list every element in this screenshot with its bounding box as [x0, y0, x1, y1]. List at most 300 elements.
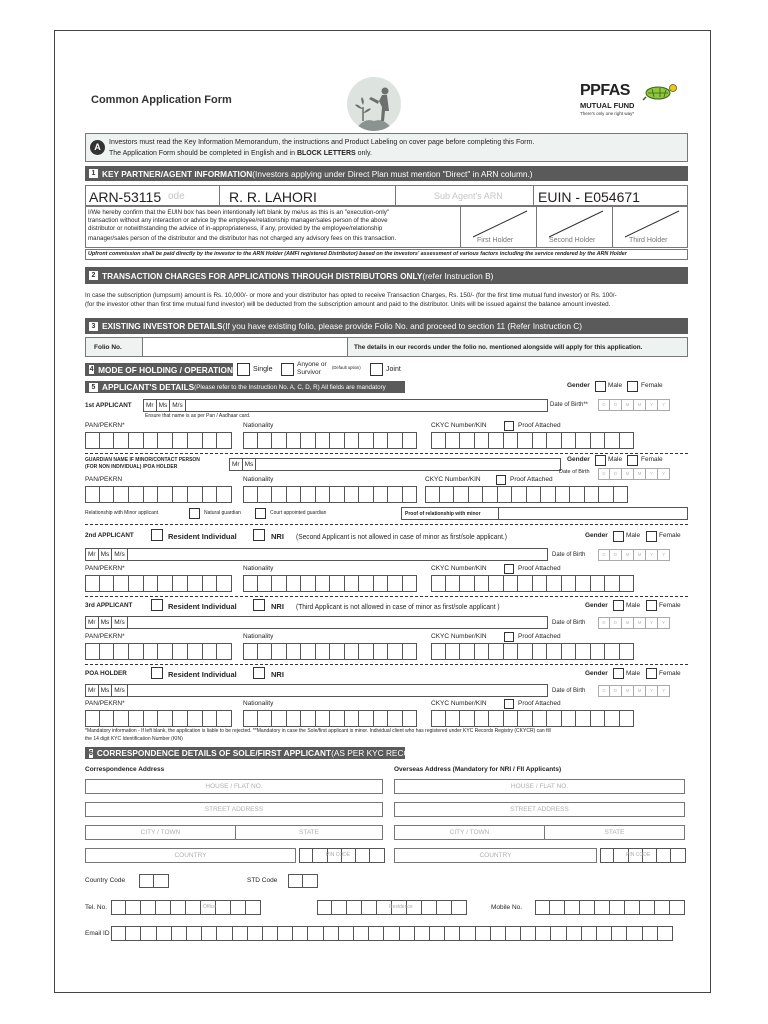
- guardian-title[interactable]: Mr Ms: [229, 458, 256, 471]
- char-box[interactable]: [374, 486, 389, 503]
- char-box[interactable]: [288, 874, 303, 888]
- char-box[interactable]: [403, 575, 418, 592]
- agent-name-field[interactable]: [220, 185, 396, 206]
- char-box[interactable]: [188, 432, 203, 449]
- char-box[interactable]: [518, 575, 533, 592]
- char-box[interactable]: [293, 926, 308, 941]
- ckyc-boxes-2[interactable]: [425, 486, 628, 503]
- char-box[interactable]: [263, 926, 278, 941]
- char-box[interactable]: [547, 575, 562, 592]
- char-box[interactable]: [203, 710, 218, 727]
- char-box[interactable]: [126, 900, 141, 915]
- char-box[interactable]: [287, 643, 302, 660]
- dob-boxes-2[interactable]: D D M M Y Y: [598, 468, 670, 480]
- street-address-field[interactable]: STREET ADDRESS: [85, 802, 383, 817]
- char-box[interactable]: [126, 926, 141, 941]
- poa-holder-title[interactable]: Mr Ms M/s: [85, 684, 128, 697]
- arn-code-field[interactable]: [85, 185, 220, 206]
- char-box[interactable]: [287, 575, 302, 592]
- char-box[interactable]: [100, 575, 115, 592]
- char-box[interactable]: [599, 486, 614, 503]
- nationality-boxes-2[interactable]: [243, 486, 417, 503]
- char-box[interactable]: [388, 710, 403, 727]
- char-box[interactable]: [469, 486, 484, 503]
- char-box[interactable]: [504, 710, 519, 727]
- char-box[interactable]: [144, 710, 159, 727]
- char-box[interactable]: [585, 486, 600, 503]
- char-box[interactable]: [111, 926, 126, 941]
- char-box[interactable]: [570, 486, 585, 503]
- char-box[interactable]: [316, 486, 331, 503]
- char-box[interactable]: [258, 432, 273, 449]
- second-applicant-name-field[interactable]: [85, 548, 548, 561]
- char-box[interactable]: [100, 432, 115, 449]
- char-box[interactable]: [203, 486, 218, 503]
- char-box[interactable]: [287, 710, 302, 727]
- char-box[interactable]: [518, 710, 533, 727]
- char-box[interactable]: [203, 575, 218, 592]
- proof-attached-checkbox-3[interactable]: [504, 564, 514, 574]
- pan-boxes-5[interactable]: [85, 710, 232, 727]
- char-box[interactable]: [547, 643, 562, 660]
- resident-checkbox-poa[interactable]: [151, 667, 163, 679]
- char-box[interactable]: [512, 486, 527, 503]
- gender-female-checkbox-3[interactable]: [646, 531, 657, 542]
- char-box[interactable]: [550, 900, 565, 915]
- char-box[interactable]: [431, 643, 446, 660]
- char-box[interactable]: [498, 486, 513, 503]
- char-box[interactable]: [655, 900, 670, 915]
- char-box[interactable]: [186, 900, 201, 915]
- char-box[interactable]: [576, 710, 591, 727]
- char-box[interactable]: [403, 710, 418, 727]
- gender-male-checkbox-4[interactable]: [613, 600, 624, 611]
- char-box[interactable]: [347, 900, 362, 915]
- char-box[interactable]: [316, 710, 331, 727]
- char-box[interactable]: [158, 710, 173, 727]
- ckyc-boxes-1[interactable]: [431, 432, 634, 449]
- char-box[interactable]: [403, 432, 418, 449]
- char-box[interactable]: [316, 575, 331, 592]
- char-box[interactable]: [431, 432, 446, 449]
- char-box[interactable]: [330, 432, 345, 449]
- gender-male-checkbox-2[interactable]: [595, 455, 606, 466]
- char-box[interactable]: [156, 900, 171, 915]
- char-box[interactable]: [460, 710, 475, 727]
- char-box[interactable]: [671, 848, 685, 863]
- char-box[interactable]: [243, 486, 258, 503]
- char-box[interactable]: [158, 486, 173, 503]
- char-box[interactable]: [556, 486, 571, 503]
- char-box[interactable]: [627, 926, 642, 941]
- ckyc-boxes-5[interactable]: [431, 710, 634, 727]
- overseas-street-address-field[interactable]: STREET ADDRESS: [394, 802, 685, 817]
- char-box[interactable]: [460, 643, 475, 660]
- char-box[interactable]: [374, 643, 389, 660]
- char-box[interactable]: [541, 486, 556, 503]
- pan-boxes-3[interactable]: [85, 575, 232, 592]
- char-box[interactable]: [129, 486, 144, 503]
- char-box[interactable]: [187, 926, 202, 941]
- char-box[interactable]: [430, 926, 445, 941]
- char-box[interactable]: [158, 432, 173, 449]
- char-box[interactable]: [85, 643, 100, 660]
- char-box[interactable]: [301, 575, 316, 592]
- char-box[interactable]: [217, 710, 232, 727]
- char-box[interactable]: [567, 926, 582, 941]
- char-box[interactable]: [217, 643, 232, 660]
- first-holder-signature[interactable]: [460, 207, 536, 247]
- char-box[interactable]: [188, 575, 203, 592]
- char-box[interactable]: [489, 432, 504, 449]
- char-box[interactable]: [231, 900, 246, 915]
- char-box[interactable]: [129, 432, 144, 449]
- char-box[interactable]: [85, 710, 100, 727]
- char-box[interactable]: [400, 926, 415, 941]
- city-town-field[interactable]: CITY / TOWN: [85, 825, 236, 840]
- anyone-survivor-checkbox[interactable]: [281, 363, 294, 376]
- char-box[interactable]: [437, 900, 452, 915]
- char-box[interactable]: [580, 900, 595, 915]
- char-box[interactable]: [173, 486, 188, 503]
- char-box[interactable]: [139, 874, 154, 888]
- char-box[interactable]: [359, 432, 374, 449]
- char-box[interactable]: [460, 432, 475, 449]
- char-box[interactable]: [85, 432, 100, 449]
- char-box[interactable]: [440, 486, 455, 503]
- char-box[interactable]: [643, 926, 658, 941]
- country-field[interactable]: COUNTRY: [85, 848, 296, 863]
- char-box[interactable]: [369, 926, 384, 941]
- char-box[interactable]: [591, 643, 606, 660]
- char-box[interactable]: [384, 926, 399, 941]
- char-box[interactable]: [278, 926, 293, 941]
- char-box[interactable]: [217, 432, 232, 449]
- third-holder-signature[interactable]: [612, 207, 688, 247]
- char-box[interactable]: [157, 926, 172, 941]
- dob-boxes-3[interactable]: D D M M Y Y: [598, 549, 670, 561]
- char-box[interactable]: [339, 926, 354, 941]
- proof-attached-checkbox-1[interactable]: [504, 421, 514, 431]
- country-code-boxes[interactable]: [139, 874, 169, 888]
- char-box[interactable]: [446, 710, 461, 727]
- char-box[interactable]: [144, 432, 159, 449]
- folio-input[interactable]: [142, 338, 348, 356]
- char-box[interactable]: [345, 643, 360, 660]
- char-box[interactable]: [533, 575, 548, 592]
- char-box[interactable]: [504, 643, 519, 660]
- char-box[interactable]: [129, 575, 144, 592]
- char-box[interactable]: [345, 710, 360, 727]
- char-box[interactable]: [460, 926, 475, 941]
- char-box[interactable]: [475, 710, 490, 727]
- char-box[interactable]: [301, 710, 316, 727]
- char-box[interactable]: [640, 900, 655, 915]
- char-box[interactable]: [345, 575, 360, 592]
- char-box[interactable]: [374, 432, 389, 449]
- char-box[interactable]: [483, 486, 498, 503]
- dob-boxes-1[interactable]: D D M M Y Y: [598, 399, 670, 411]
- resident-checkbox-3[interactable]: [151, 599, 163, 611]
- char-box[interactable]: [173, 643, 188, 660]
- char-box[interactable]: [625, 900, 640, 915]
- char-box[interactable]: [345, 486, 360, 503]
- char-box[interactable]: [171, 900, 186, 915]
- char-box[interactable]: [452, 900, 467, 915]
- char-box[interactable]: [403, 643, 418, 660]
- first-applicant-name-field[interactable]: [143, 399, 548, 412]
- third-applicant-name-field[interactable]: [85, 616, 548, 629]
- dob-boxes-4[interactable]: D D M M Y Y: [598, 617, 670, 629]
- char-box[interactable]: [114, 710, 129, 727]
- gender-female-checkbox-5[interactable]: [646, 668, 657, 679]
- gender-male-checkbox-3[interactable]: [613, 531, 624, 542]
- char-box[interactable]: [620, 643, 635, 660]
- char-box[interactable]: [85, 575, 100, 592]
- mobile-no-boxes[interactable]: [535, 900, 685, 915]
- char-box[interactable]: [518, 432, 533, 449]
- char-box[interactable]: [431, 575, 446, 592]
- char-box[interactable]: [233, 926, 248, 941]
- second-applicant-title[interactable]: Mr Ms M/s: [85, 548, 128, 561]
- char-box[interactable]: [670, 900, 685, 915]
- char-box[interactable]: [129, 710, 144, 727]
- char-box[interactable]: [301, 643, 316, 660]
- char-box[interactable]: [518, 643, 533, 660]
- char-box[interactable]: [605, 575, 620, 592]
- char-box[interactable]: [533, 643, 548, 660]
- court-guardian-checkbox[interactable]: [255, 508, 266, 519]
- char-box[interactable]: [562, 710, 577, 727]
- char-box[interactable]: [489, 643, 504, 660]
- char-box[interactable]: [504, 575, 519, 592]
- char-box[interactable]: [620, 575, 635, 592]
- char-box[interactable]: [620, 432, 635, 449]
- char-box[interactable]: [188, 643, 203, 660]
- char-box[interactable]: [330, 575, 345, 592]
- char-box[interactable]: [359, 710, 374, 727]
- char-box[interactable]: [100, 710, 115, 727]
- char-box[interactable]: [129, 643, 144, 660]
- char-box[interactable]: [388, 643, 403, 660]
- char-box[interactable]: [301, 432, 316, 449]
- char-box[interactable]: [576, 432, 591, 449]
- char-box[interactable]: [657, 848, 671, 863]
- char-box[interactable]: [114, 432, 129, 449]
- nationality-boxes-3[interactable]: [243, 575, 417, 592]
- char-box[interactable]: [114, 575, 129, 592]
- std-code-boxes[interactable]: [288, 874, 318, 888]
- char-box[interactable]: [446, 432, 461, 449]
- char-box[interactable]: [100, 643, 115, 660]
- third-applicant-title[interactable]: Mr Ms M/s: [85, 616, 128, 629]
- resident-checkbox-2[interactable]: [151, 529, 163, 541]
- overseas-country-field[interactable]: COUNTRY: [394, 848, 597, 863]
- poa-holder-name-field[interactable]: [85, 684, 548, 697]
- char-box[interactable]: [172, 926, 187, 941]
- euin-field[interactable]: [534, 185, 688, 206]
- nationality-boxes-1[interactable]: [243, 432, 417, 449]
- char-box[interactable]: [491, 926, 506, 941]
- nri-checkbox-2[interactable]: [253, 529, 265, 541]
- char-box[interactable]: [597, 926, 612, 941]
- char-box[interactable]: [612, 926, 627, 941]
- char-box[interactable]: [582, 926, 597, 941]
- char-box[interactable]: [330, 643, 345, 660]
- char-box[interactable]: [217, 926, 232, 941]
- ckyc-boxes-4[interactable]: [431, 643, 634, 660]
- gender-male-checkbox-5[interactable]: [613, 668, 624, 679]
- char-box[interactable]: [359, 486, 374, 503]
- char-box[interactable]: [243, 575, 258, 592]
- char-box[interactable]: [658, 926, 673, 941]
- char-box[interactable]: [345, 432, 360, 449]
- char-box[interactable]: [359, 575, 374, 592]
- char-box[interactable]: [374, 575, 389, 592]
- nri-checkbox-poa[interactable]: [253, 667, 265, 679]
- gender-female-checkbox-2[interactable]: [627, 455, 638, 466]
- proof-attached-checkbox-4[interactable]: [504, 632, 514, 642]
- char-box[interactable]: [489, 710, 504, 727]
- char-box[interactable]: [246, 900, 261, 915]
- house-flat-field[interactable]: HOUSE / FLAT NO.: [85, 779, 383, 794]
- char-box[interactable]: [533, 432, 548, 449]
- proof-relationship-field[interactable]: [401, 507, 688, 520]
- char-box[interactable]: [203, 432, 218, 449]
- dob-boxes-5[interactable]: D D M M Y Y: [598, 685, 670, 697]
- gender-female-checkbox-4[interactable]: [646, 600, 657, 611]
- char-box[interactable]: [258, 486, 273, 503]
- char-box[interactable]: [562, 575, 577, 592]
- char-box[interactable]: [610, 900, 625, 915]
- gender-female-checkbox-1[interactable]: [627, 381, 638, 392]
- char-box[interactable]: [576, 643, 591, 660]
- char-box[interactable]: [114, 486, 129, 503]
- char-box[interactable]: [446, 575, 461, 592]
- char-box[interactable]: [85, 486, 100, 503]
- char-box[interactable]: [359, 643, 374, 660]
- overseas-state-field[interactable]: STATE: [545, 825, 685, 840]
- char-box[interactable]: [489, 575, 504, 592]
- char-box[interactable]: [536, 926, 551, 941]
- char-box[interactable]: [173, 710, 188, 727]
- char-box[interactable]: [475, 643, 490, 660]
- char-box[interactable]: [475, 432, 490, 449]
- nri-checkbox-3[interactable]: [253, 599, 265, 611]
- char-box[interactable]: [454, 486, 469, 503]
- char-box[interactable]: [415, 926, 430, 941]
- tel-office-boxes[interactable]: [111, 900, 261, 915]
- char-box[interactable]: [535, 900, 550, 915]
- joint-checkbox[interactable]: [370, 363, 383, 376]
- char-box[interactable]: [576, 575, 591, 592]
- char-box[interactable]: [476, 926, 491, 941]
- overseas-house-flat-field[interactable]: HOUSE / FLAT NO.: [394, 779, 685, 794]
- char-box[interactable]: [154, 874, 169, 888]
- char-box[interactable]: [111, 900, 126, 915]
- char-box[interactable]: [100, 486, 115, 503]
- char-box[interactable]: [504, 432, 519, 449]
- char-box[interactable]: [475, 575, 490, 592]
- char-box[interactable]: [330, 710, 345, 727]
- char-box[interactable]: [217, 575, 232, 592]
- char-box[interactable]: [605, 710, 620, 727]
- char-box[interactable]: [144, 643, 159, 660]
- char-box[interactable]: [565, 900, 580, 915]
- char-box[interactable]: [173, 432, 188, 449]
- char-box[interactable]: [356, 848, 370, 863]
- char-box[interactable]: [562, 432, 577, 449]
- char-box[interactable]: [301, 486, 316, 503]
- char-box[interactable]: [600, 848, 614, 863]
- char-box[interactable]: [299, 848, 313, 863]
- char-box[interactable]: [217, 486, 232, 503]
- guardian-name-field[interactable]: [229, 458, 561, 471]
- pan-boxes-2[interactable]: [85, 486, 232, 503]
- char-box[interactable]: [605, 432, 620, 449]
- char-box[interactable]: [591, 432, 606, 449]
- char-box[interactable]: [388, 432, 403, 449]
- char-box[interactable]: [243, 432, 258, 449]
- char-box[interactable]: [272, 486, 287, 503]
- single-checkbox[interactable]: [237, 363, 250, 376]
- char-box[interactable]: [591, 575, 606, 592]
- char-box[interactable]: [258, 710, 273, 727]
- char-box[interactable]: [547, 432, 562, 449]
- char-box[interactable]: [431, 710, 446, 727]
- nationality-boxes-4[interactable]: [243, 643, 417, 660]
- char-box[interactable]: [158, 643, 173, 660]
- char-box[interactable]: [354, 926, 369, 941]
- char-box[interactable]: [445, 926, 460, 941]
- char-box[interactable]: [374, 710, 389, 727]
- char-box[interactable]: [533, 710, 548, 727]
- char-box[interactable]: [272, 575, 287, 592]
- char-box[interactable]: [595, 900, 610, 915]
- char-box[interactable]: [460, 575, 475, 592]
- char-box[interactable]: [605, 643, 620, 660]
- ckyc-boxes-3[interactable]: [431, 575, 634, 592]
- pan-boxes-1[interactable]: [85, 432, 232, 449]
- char-box[interactable]: [547, 710, 562, 727]
- char-box[interactable]: [188, 486, 203, 503]
- char-box[interactable]: [422, 900, 437, 915]
- char-box[interactable]: [425, 486, 440, 503]
- proof-attached-checkbox-5[interactable]: [504, 699, 514, 709]
- char-box[interactable]: [388, 575, 403, 592]
- char-box[interactable]: [317, 900, 332, 915]
- char-box[interactable]: [591, 710, 606, 727]
- char-box[interactable]: [141, 900, 156, 915]
- char-box[interactable]: [287, 432, 302, 449]
- char-box[interactable]: [527, 486, 542, 503]
- char-box[interactable]: [203, 643, 218, 660]
- char-box[interactable]: [362, 900, 377, 915]
- nationality-boxes-5[interactable]: [243, 710, 417, 727]
- char-box[interactable]: [144, 575, 159, 592]
- pan-boxes-4[interactable]: [85, 643, 232, 660]
- char-box[interactable]: [446, 643, 461, 660]
- char-box[interactable]: [144, 486, 159, 503]
- char-box[interactable]: [243, 643, 258, 660]
- proof-attached-checkbox-2[interactable]: [496, 475, 506, 485]
- char-box[interactable]: [562, 643, 577, 660]
- second-holder-signature[interactable]: [536, 207, 612, 247]
- char-box[interactable]: [330, 486, 345, 503]
- email-id-boxes[interactable]: [111, 926, 673, 941]
- char-box[interactable]: [316, 643, 331, 660]
- gender-male-checkbox-1[interactable]: [595, 381, 606, 392]
